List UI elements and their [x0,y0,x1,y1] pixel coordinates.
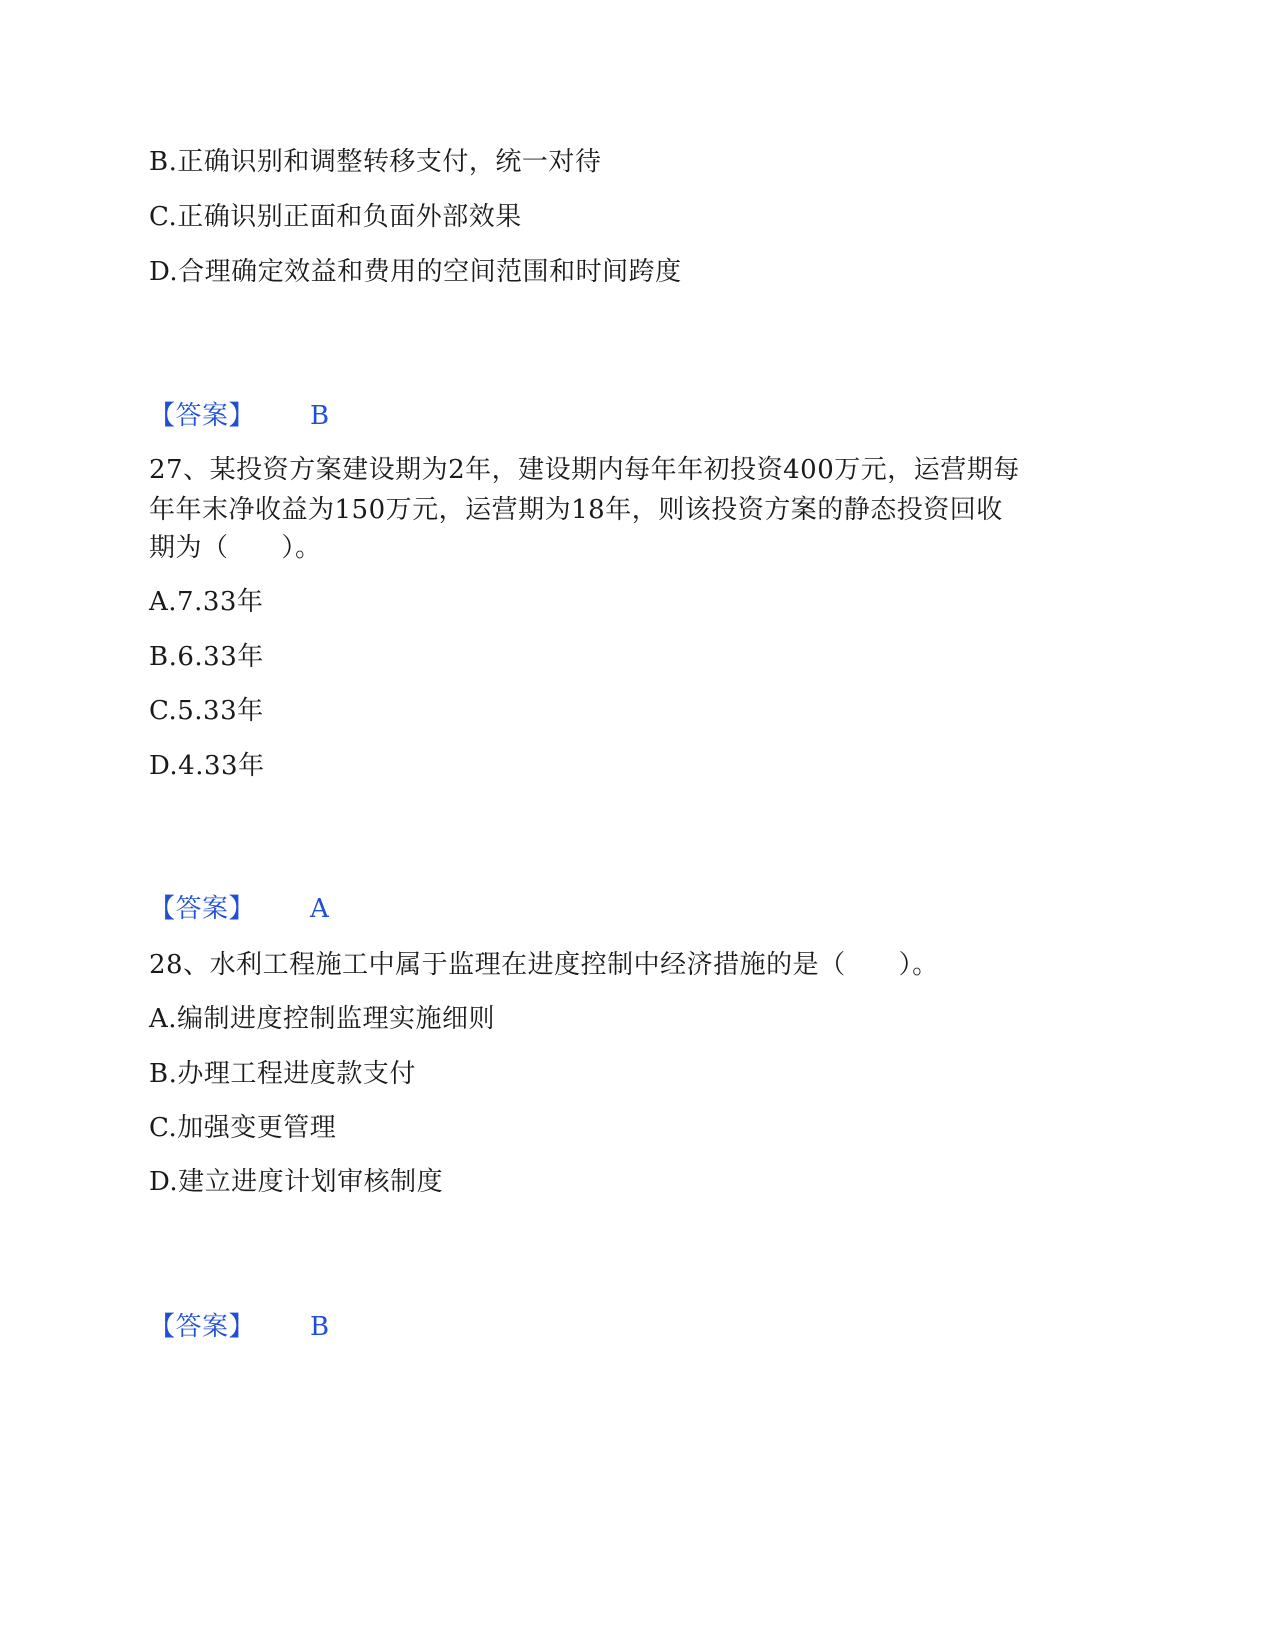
q27-stem-line-2: 年年末净收益为150万元，运营期为18年，则该投资方案的静态投资回收 [149,495,1003,525]
q28-option-c: C.加强变更管理 [149,1113,337,1143]
q28-option-b: B.办理工程进度款支付 [149,1059,416,1089]
q27-option-b: B.6.33年 [149,642,264,672]
q26-option-c: C.正确识别正面和负面外部效果 [149,202,522,232]
q27-answer-value: A [310,894,329,924]
q28-option-d: D.建立进度计划审核制度 [149,1167,444,1197]
q27-answer-label: 【答案】 [149,894,256,924]
q26-answer-label: 【答案】 [149,401,256,431]
q28-answer-label: 【答案】 [149,1312,256,1342]
q26-option-b: B.正确识别和调整转移支付，统一对待 [149,147,602,177]
q27-option-a: A.7.33年 [149,587,264,617]
q26-option-d: D.合理确定效益和费用的空间范围和时间跨度 [149,257,682,287]
q27-option-d: D.4.33年 [149,751,265,781]
q28-answer-value: B [310,1312,330,1342]
q28-stem: 28、水利工程施工中属于监理在进度控制中经济措施的是（ ）。 [149,950,939,980]
q27-option-c: C.5.33年 [149,696,264,726]
q26-answer-value: B [310,401,330,431]
q28-option-a: A.编制进度控制监理实施细则 [149,1004,496,1034]
q27-stem-line-3: 期为（ ）。 [149,533,322,563]
q27-stem-line-1: 27、某投资方案建设期为2年，建设期内每年年初投资400万元，运营期每 [149,455,1020,485]
